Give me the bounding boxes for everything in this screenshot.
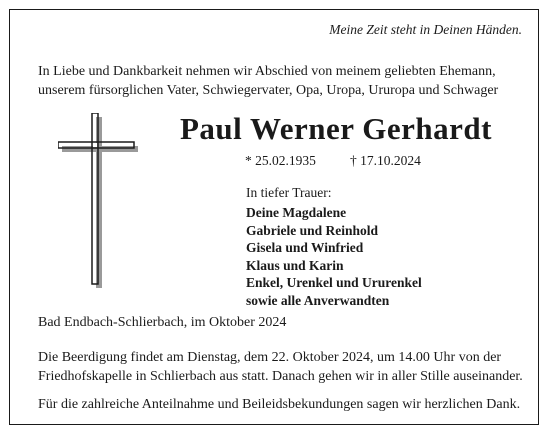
intro-line: In Liebe und Dankbarkeit nehmen wir Abschied von meinem geliebten Ehemann, [38, 64, 496, 79]
deceased-name: Paul Werner Gerhardt [180, 111, 492, 146]
mourner-entry: sowie alle Anverwandten [246, 292, 390, 308]
mourning-label: In tiefer Trauer: [246, 185, 332, 200]
birth-date: * 25.02.1935 [245, 153, 316, 168]
intro-text [38, 62, 518, 100]
cross-icon [58, 113, 138, 288]
mourner-entry: Deine Magdalene [246, 205, 347, 220]
mourner-entry: Klaus und Karin [246, 257, 344, 273]
death-date: † 17.10.2024 [350, 153, 421, 168]
mourner-entry: Enkel, Urenkel und Ururenkel [246, 275, 422, 290]
motto-quote: Meine Zeit steht in Deinen Händen. [329, 22, 522, 37]
funeral-info [38, 348, 528, 386]
place-date: Bad Endbach-Schlierbach, im Oktober 2024 [38, 315, 287, 330]
funeral-line: Die Beerdigung findet am Dienstag, dem 22. Oktober 2024, um 14.00 Uhr von der [38, 350, 502, 365]
funeral-line: Friedhofskapelle in Schlierbach aus statt. Danach gehen wir in aller Stille auseinander. [38, 369, 523, 384]
mourner-entry: Gabriele und Reinhold [246, 222, 379, 238]
intro-line: unserem fürsorglichen Vater, Schwiegervater, Opa, Uropa, Ururopa und Schwager [38, 83, 499, 98]
mourner-entry: Gisela und Winfried [246, 240, 364, 255]
thanks-text: Für die zahlreiche Anteilnahme und Beileidsbekundungen sagen wir herzlichen Dank. [38, 397, 521, 412]
mourners-list [246, 204, 422, 309]
